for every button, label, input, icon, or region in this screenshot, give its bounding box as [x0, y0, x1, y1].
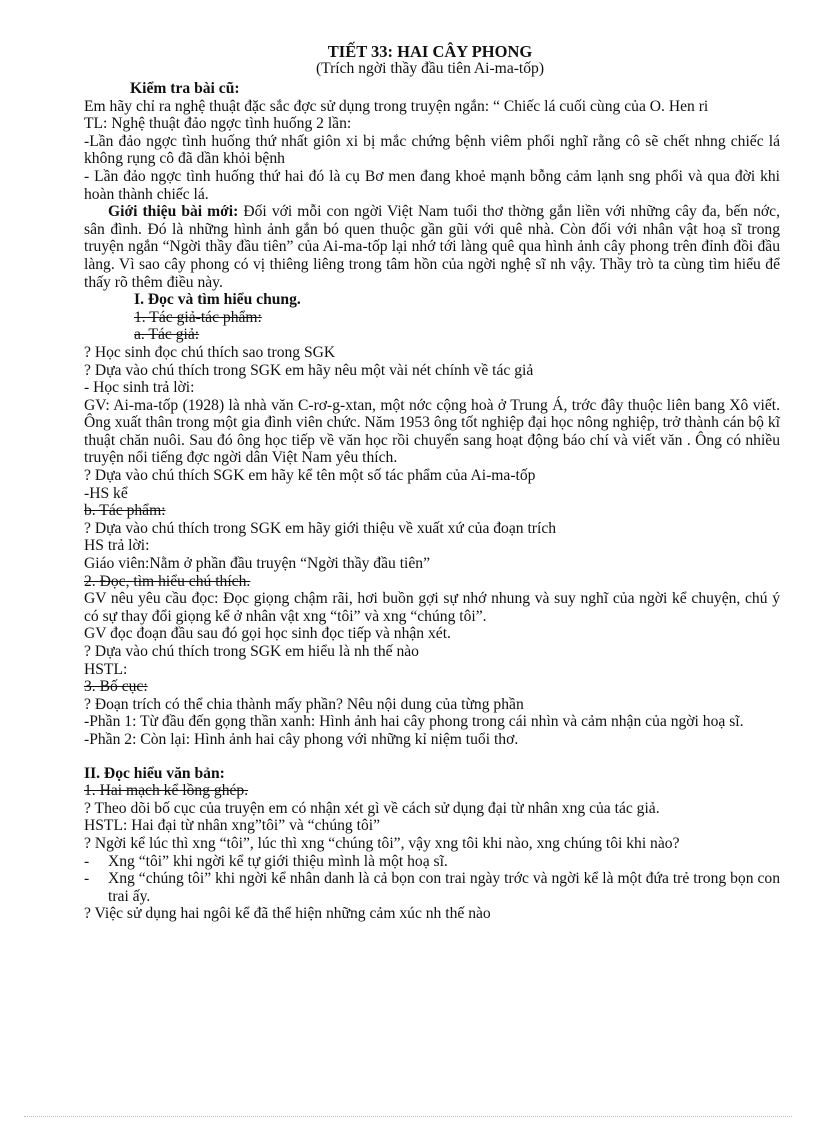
list-item	[84, 870, 780, 905]
section-1-line-a-6: -HS kể	[84, 484, 128, 502]
section-1-line-2-2: GV đọc đoạn đầu sau đó gọi học sinh đọc tiếp và nhận xét.	[84, 625, 451, 643]
section-1-sub1a: a. Tác giả:	[134, 326, 200, 344]
section-2-heading: II. Đọc hiểu văn bản:	[84, 764, 225, 782]
section-1-line-3-2: -Phần 1: Từ đầu đến gọng thần xanh: Hình ảnh hai cây phong trong cái nhìn và cảm nhận của ngời hoạ sĩ.	[84, 713, 744, 731]
section-1-line-3-3: -Phần 2: Còn lại: Hình ảnh hai cây phong với những kỉ niệm tuổi thơ.	[84, 730, 519, 748]
section-1-line-a-3: - Học sinh trả lời:	[84, 379, 195, 397]
section-2-line-2: HSTL: Hai đại từ nhân xng”tôi” và “chúng tôi”	[84, 817, 380, 835]
list-item	[84, 853, 780, 871]
section-1-sub1b: b. Tác phẩm:	[84, 502, 166, 520]
intro-paragraph	[84, 203, 780, 291]
section-1-line-2-4: HSTL:	[84, 660, 128, 678]
section-1-line-a-1: ? Học sinh đọc chú thích sao trong SGK	[84, 343, 336, 361]
page-subtitle: (Trích ngời thầy đầu tiên Ai-ma-tốp)	[315, 60, 545, 77]
section-1-sub3: 3. Bố cục:	[84, 678, 148, 696]
section-1-line-a-4: GV: Ai-ma-tốp (1928) là nhà văn C-rơ-g-xtan, một nớc cộng hoà ở Trung Á, trớc đây thuộc liên bang Xô viết. Ông xuất thân trong một gia đình viên chức. Năm 1953 ông tốt nghiệp đại học nông nghiệp, trở thành cán bộ kĩ thuật chăn nuôi. Sau đó ông học tiếp về văn học rồi chuyển sang hoạt động báo chí và viết văn . Ông có nhiều truyện nổi tiếng đợc ngời dân Việt Nam yêu thích.	[84, 396, 780, 467]
section-1-line-a-2: ? Dựa vào chú thích trong SGK em hãy nêu một vài nét chính về tác giả	[84, 361, 534, 379]
title-block	[0, 43, 816, 77]
review-heading: Kiểm tra bài cũ:	[130, 80, 240, 97]
review-point-2: - Lần đảo ngợc tình huống thứ hai đó là cụ Bơ men đang khoẻ mạnh bỗng cảm lạnh sng phổi và qua đời khi hoàn thành chiếc lá.	[84, 167, 780, 203]
section-2-line-1: ? Theo dõi bố cục của truyện em có nhận xét gì về cách sử dụng đại từ nhân xng của tác giả.	[84, 799, 660, 817]
page-bottom-rule	[24, 1116, 792, 1117]
section-1-sub1: 1. Tác giả-tác phẩm:	[134, 308, 262, 326]
section-1-line-a-5: ? Dựa vào chú thích SGK em hãy kể tên một số tác phẩm của Ai-ma-tốp	[84, 467, 536, 485]
review-point-1: -Lần đảo ngợc tình huống thứ nhất giôn xi bị mắc chứng bệnh viêm phổi nghĩ rằng cô sẽ chết nhng chiếc lá không rụng cô đã dần khỏi bệnh	[84, 132, 780, 168]
intro-heading: Giới thiệu bài mới:	[108, 203, 239, 221]
review-answer: TL: Nghệ thuật đảo ngợc tình huống 2 lần:	[84, 115, 352, 133]
document-body	[84, 80, 780, 923]
intro-text: Đối với mỗi con ngời Việt Nam tuổi thơ thờng gắn liền với những cây đa, bến nớc, sân đình. Đó là những hình ảnh gắn bó quen thuộc gần gũi với quê nhà. Còn đối với nhân vật hoạ sĩ trong truyện ngắn “Ngời thầy đầu tiên” của Ai-ma-tốp lại nhớ tới làng quê qua hình ảnh cây phong trên đỉnh đồi đầu làng. Vì sao cây phong có vị thiêng liêng trong tâm hồn của ngời nghệ sĩ nh vậy. Thầy trò ta cùng tìm hiểu để thấy rõ thêm điều này.	[84, 203, 780, 291]
review-question: Em hãy chỉ ra nghệ thuật đặc sắc đợc sử dụng trong truyện ngắn: “ Chiếc lá cuối cùng của O. Hen ri	[84, 97, 709, 115]
section-1-line-3-1: ? Đoạn trích có thể chia thành mấy phần? Nêu nội dung của từng phần	[84, 695, 524, 713]
section-2-sub1: 1. Hai mạch kể lồng ghép.	[84, 782, 249, 800]
section-1-line-b-2: HS trả lời:	[84, 537, 150, 555]
section-1-sub2: 2. Đọc, tìm hiểu chú thích.	[84, 572, 251, 590]
bullet-text-1: Xng “tôi” khi ngời kể tự giới thiệu mình là một hoạ sĩ.	[108, 852, 448, 870]
bullet-mark: -	[84, 870, 90, 888]
page-title: TIẾT 33: HAI CÂY PHONG	[327, 42, 533, 61]
section-1-line-b-1: ? Dựa vào chú thích trong SGK em hãy giới thiệu về xuất xứ của đoạn trích	[84, 519, 557, 537]
section-2-last-line: ? Việc sử dụng hai ngôi kể đã thể hiện những cảm xúc nh thế nào	[84, 905, 491, 923]
bullet-mark: -	[84, 852, 90, 870]
section-1-line-2-1: GV nêu yêu cầu đọc: Đọc giọng chậm rãi, hơi buồn gợi sự nhớ nhung và suy nghĩ của ngời kể chuyện, chú ý có sự thay đổi giọng kể ở nhân vật xng “tôi” và xng “chúng tôi”.	[84, 590, 780, 625]
spacer	[84, 749, 780, 765]
section-1-heading: I. Đọc và tìm hiểu chung.	[134, 291, 301, 309]
bullet-text-2: Xng “chúng tôi” khi ngời kể nhân danh là cả bọn con trai ngày trớc và ngời kể là một đứa trẻ trong bọn con trai ấy.	[108, 870, 780, 905]
section-2-line-3: ? Ngời kể lúc thì xng “tôi”, lúc thì xng “chúng tôi”, vậy xng tôi khi nào, xng chúng tôi khi nào?	[84, 834, 680, 852]
section-1-line-b-3: Giáo viên:Nằm ở phần đầu truyện “Ngời thầy đầu tiên”	[84, 555, 431, 573]
section-1-line-2-3: ? Dựa vào chú thích trong SGK em hiểu là nh thế nào	[84, 643, 419, 660]
